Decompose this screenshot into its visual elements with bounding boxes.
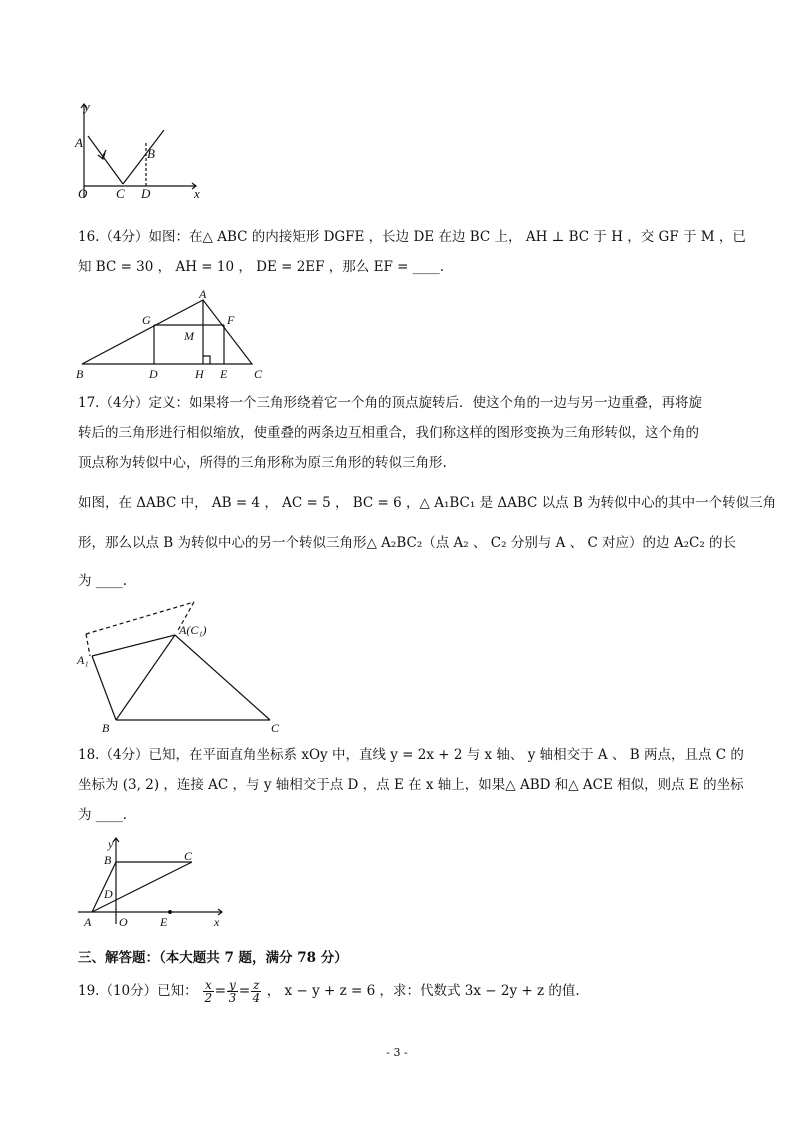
fig15-label-o: O: [78, 186, 88, 201]
figure-q15-graph: [70, 98, 210, 204]
q17-line-4: 如图，在 ΔABC 中， AB = 4 ， AC = 5 ， BC = 6 ，△ A₁BC₁ 是 ΔABC 以点 B 为转似中心的其中一个转似三角: [78, 495, 777, 511]
fig16-label-e: E: [220, 367, 228, 380]
q17-line-6: 为 ____.: [78, 573, 128, 589]
q17-line-3: 顶点称为转似中心，所得的三角形称为原三角形的转似三角形.: [78, 455, 447, 471]
fig17-label-ac1: A(C₁): [179, 623, 207, 637]
fig16-label-m: M: [184, 329, 194, 343]
fig18-label-b: B: [104, 853, 112, 867]
q17-line-1: 17.（4分）定义：如果将一个三角形绕着它一个角的顶点旋转后．使这个角的一边与另一边重叠，再将旋: [78, 395, 703, 411]
q19-prefix: 19.（10分）已知：: [78, 983, 198, 999]
figure-q18-coordinates: [72, 832, 232, 932]
fig18-label-d: D: [104, 887, 113, 901]
fig16-label-f: F: [227, 313, 235, 327]
figure-q17-triangles: [72, 596, 292, 736]
section-3-heading: 三、解答题：（本大题共 7 题，满分 78 分）: [78, 950, 348, 966]
fig15-label-c: C: [116, 186, 125, 201]
q16-line-2: 知 BC = 30 ， AH = 10 ， DE = 2EF ，那么 EF = ____.: [78, 259, 444, 275]
fig18-point-e: [168, 910, 172, 914]
fig18-label-y: y: [108, 837, 114, 851]
fig17-label-b: B: [102, 721, 110, 735]
q19-fraction-y: $\frac{y}{3}$: [228, 978, 237, 1005]
fig18-label-x: x: [214, 915, 220, 929]
fig16-label-d: D: [149, 367, 158, 380]
fig17-label-a1: A₁: [77, 653, 89, 667]
fig18-label-e: E: [160, 915, 168, 929]
fig15-label-x: x: [194, 186, 200, 201]
fig16-label-b: B: [76, 367, 84, 380]
fig18-label-a: A: [84, 915, 92, 929]
fig16-label-g: G: [142, 313, 151, 327]
q18-line-3: 为 ____.: [78, 807, 128, 823]
fig18-label-o: O: [119, 915, 128, 929]
fig18-label-c: C: [184, 849, 193, 863]
fig17-label-c: C: [271, 721, 280, 735]
q18-line-1: 18.（4分）已知，在平面直角坐标系 xOy 中，直线 y = 2x + 2 与 x 轴、 y 轴相交于 A 、 B 两点，且点 C 的: [78, 747, 744, 763]
fig16-label-h: H: [195, 367, 204, 380]
q18-line-2: 坐标为 (3, 2) ，连接 AC ，与 y 轴相交于点 D ，点 E 在 x 轴上，如果△ ABD 和△ ACE 相似，则点 E 的坐标: [78, 777, 744, 793]
fig15-label-b: B: [147, 146, 155, 161]
q19-fraction-z: $\frac{z}{4}$: [252, 978, 261, 1005]
q17-line-2: 转后的三角形进行相似缩放，使重叠的两条边互相重合，我们称这样的图形变换为三角形转似，这个角的: [78, 425, 699, 441]
page-number: - 3 -: [386, 1046, 408, 1059]
q17-line-5: 形，那么以点 B 为转似中心的另一个转似三角形△ A₂BC₂（点 A₂ 、 C₂ 分别与 A 、 C 对应）的边 A₂C₂ 的长: [78, 535, 737, 551]
q19-fraction-x: $\frac{x}{2}$: [204, 978, 213, 1005]
q16-line-1: 16.（4分）如图：在△ ABC 的内接矩形 DGFE ，长边 DE 在边 BC 上， AH ⊥ BC 于 H ，交 GF 于 M ，已: [78, 229, 746, 245]
fig16-label-c: C: [254, 367, 263, 380]
q19-suffix: ， x − y + z = 6 ，求：代数式 3x − 2y + z 的值.: [266, 983, 580, 999]
fig15-label-y: y: [84, 99, 90, 114]
figure-q16-triangle: [72, 286, 272, 380]
fig16-label-a: A: [199, 287, 207, 301]
q19-line: 19.（10分）已知： $\frac{x}{2}$ = $\frac{y}{3}$ = $\frac{z}{4}$ ， x − y + z = 6 ，求：代数式 3x − 2y + z 的值.: [78, 978, 580, 1005]
fig15-label-d: D: [141, 186, 151, 201]
fig15-label-a: A: [75, 135, 83, 150]
